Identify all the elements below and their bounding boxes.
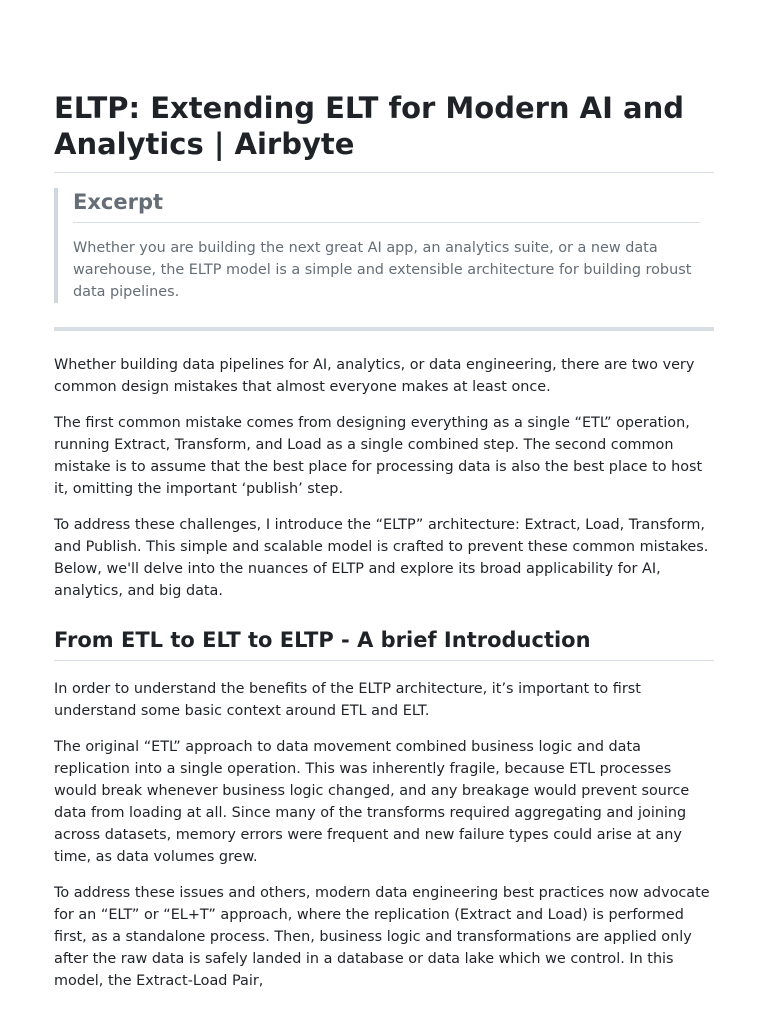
paragraph-intro-3: To address these challenges, I introduce the “ELTP” architecture: Extract, Load, Transform, and Publish. This simple and scalable model is crafted to prevent these common mistakes. Below, we'll delve into the nuances of ELTP and explore its broad applicability for AI, analytics, and big data. <box>54 517 709 599</box>
excerpt-text: Whether you are building the next great AI app, an analytics suite, or a new data warehouse, the ELTP model is a simple and extensible architecture for building robust data pipelines. <box>73 240 692 300</box>
paragraph-section-1: In order to understand the benefits of the ELTP architecture, it’s important to first understand some basic context around ETL and ELT. <box>54 681 641 719</box>
section-heading: From ETL to ELT to ELTP - A brief Introduction <box>54 626 714 661</box>
page-title: ELTP: Extending ELT for Modern AI and Analytics | Airbyte <box>54 90 714 173</box>
excerpt-block <box>54 188 714 303</box>
paragraph-intro-2: The first common mistake comes from designing everything as a single “ETL” operation, running Extract, Transform, and Load as a single combined step. The second common mistake is to assume that the best place for processing data is also the best place to host it, omitting the important ‘publish’ step. <box>54 415 703 497</box>
excerpt-heading: Excerpt <box>73 188 700 223</box>
paragraph-section-2: The original “ETL” approach to data movement combined business logic and data replication into a single operation. This was inherently fragile, because ETL processes would break whenever business logic changed, and any breakage would prevent source data from loading at all. Since many of the transforms required aggregating and joining across datasets, memory errors were frequent and new failure types could arise at any time, as data volumes grew. <box>54 739 690 865</box>
divider <box>54 327 714 331</box>
paragraph-section-3: To address these issues and others, modern data engineering best practices now advocate for an “ELT” or “EL+T” approach, where the replication (Extract and Load) is performed first, as a standalone process. Then, business logic and transformations are applied only after the raw data is safely landed in a database or data lake which we control. In this model, the Extract-Load Pair, <box>54 885 710 989</box>
paragraph-intro-1: Whether building data pipelines for AI, analytics, or data engineering, there are two very common design mistakes that almost everyone makes at least once. <box>54 357 695 395</box>
article <box>54 90 714 992</box>
